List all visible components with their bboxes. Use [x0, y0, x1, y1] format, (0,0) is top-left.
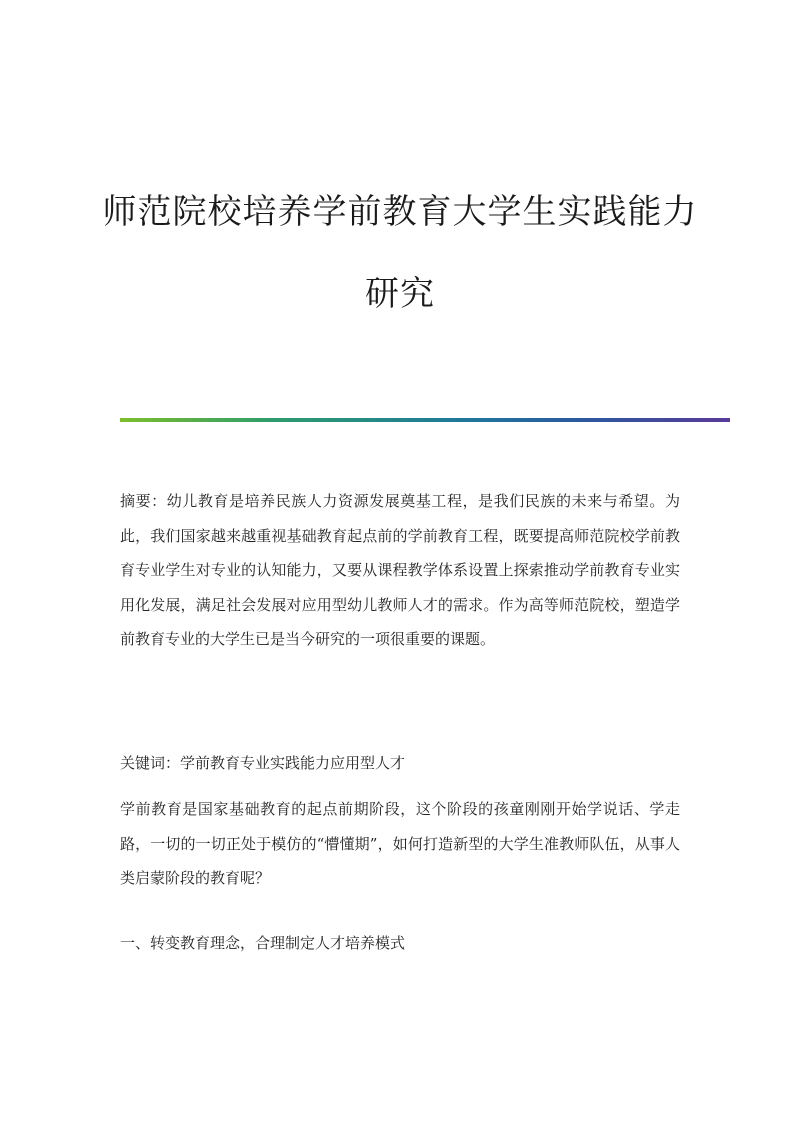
intro-paragraph: 学前教育是国家基础教育的起点前期阶段，这个阶段的孩童刚刚开始学说话、学走路，一切的一切正处于模仿的“懵懂期”，如何打造新型的大学生准教师队伍，从事人类启蒙阶段的教育呢？ [120, 800, 680, 887]
document-title-line-2: 研究 [365, 274, 435, 314]
section-heading-1: 一、转变教育理念，合理制定人才培养模式 [120, 934, 406, 952]
title-divider [120, 418, 730, 422]
document-title-line-1: 师范院校培养学前教育大学生实践能力 [102, 192, 698, 232]
keywords-line: 关键词：学前教育专业实践能力应用型人才 [120, 754, 406, 772]
abstract-paragraph: 摘要：幼儿教育是培养民族人力资源发展奠基工程，是我们民族的未来与希望。为此，我们国家越来越重视基础教育起点前的学前教育工程，既要提高师范院校学前教育专业学生对专业的认知能力，又要从课程教学体系设置上探索推动学前教育专业实用化发展，满足社会发展对应用型幼儿教师人才的需求。作为高等师范院校，塑造学前教育专业的大学生已是当今研究的一项很重要的课题。 [120, 492, 680, 648]
